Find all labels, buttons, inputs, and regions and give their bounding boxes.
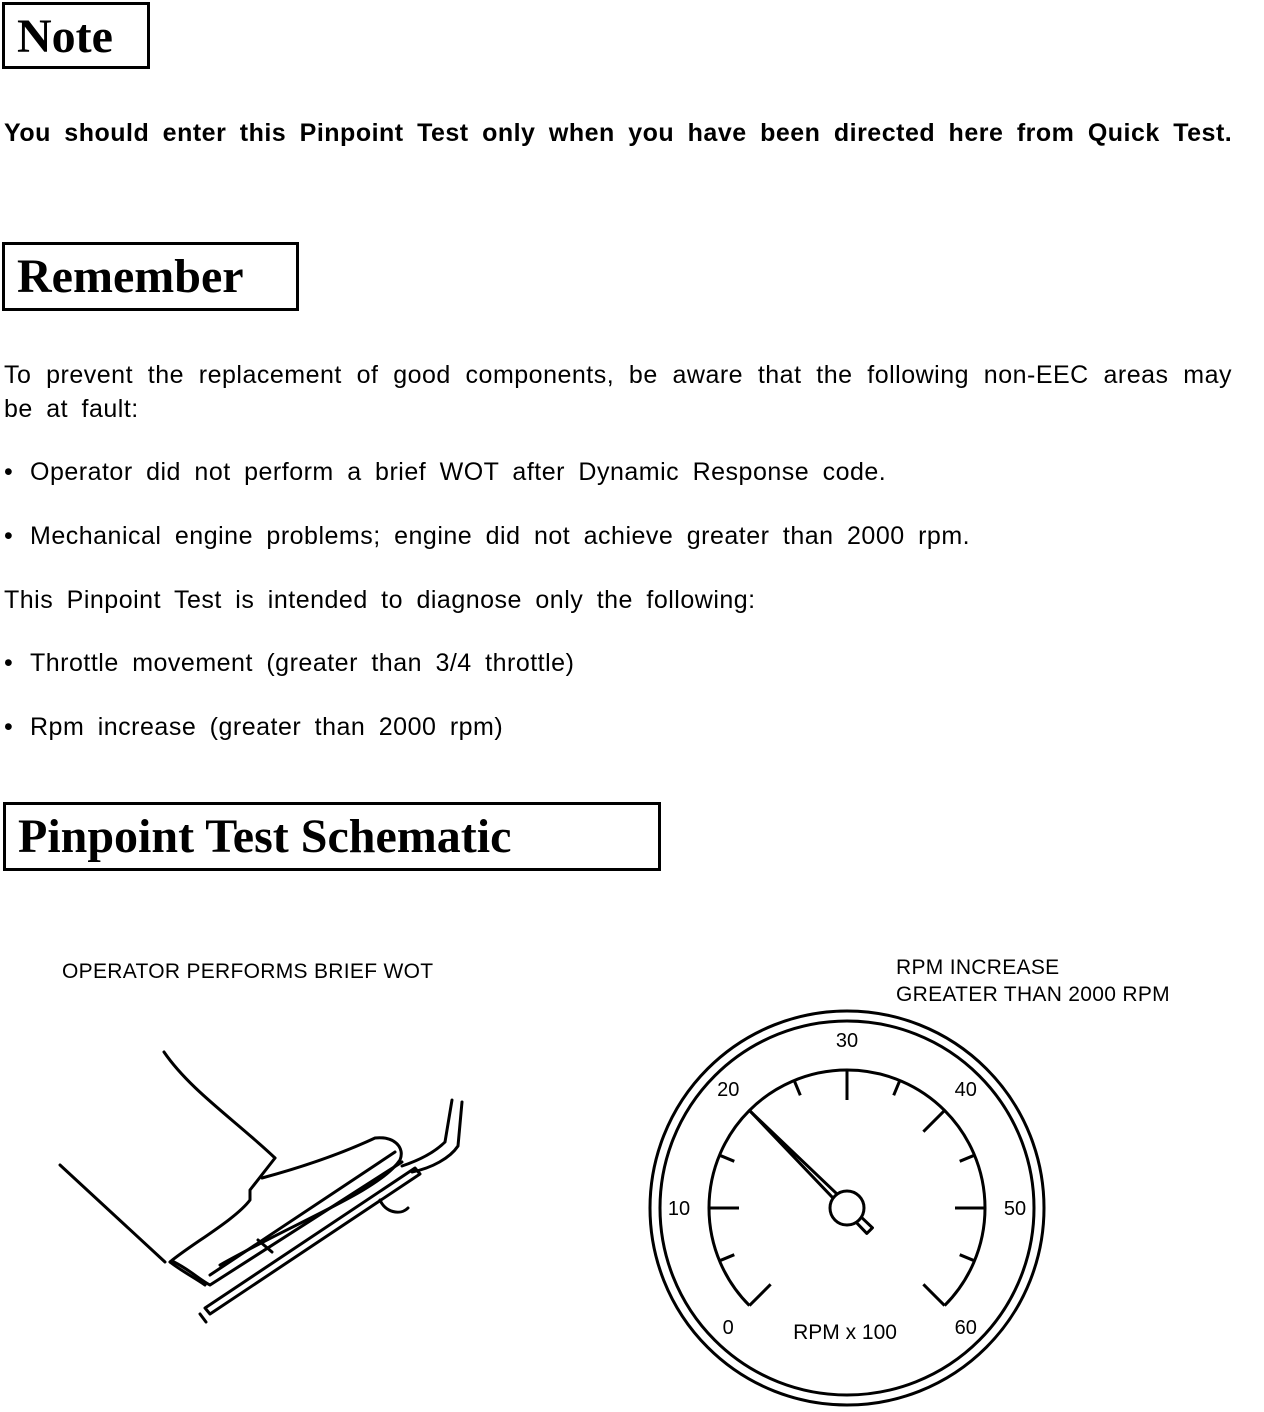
- rpm-caption-line1: RPM INCREASE: [896, 956, 1060, 979]
- bullet-icon: •: [4, 522, 14, 550]
- pedal-top: [205, 1168, 420, 1314]
- diagnose-item: [4, 646, 574, 680]
- gauge-unit-label: RPM x 100: [793, 1321, 897, 1344]
- trouser-front-line: [60, 1165, 165, 1262]
- diagnose-intro: This Pinpoint Test is intended to diagnose only the following:: [4, 586, 756, 614]
- remember-intro: To prevent the replacement of good components, be aware that the following non-EEC areas may be at fault:: [4, 361, 1232, 423]
- gauge-scale-label: 0: [722, 1316, 734, 1339]
- diagnose-item: [4, 710, 503, 744]
- shoe-heel: [170, 1262, 205, 1285]
- trouser-back-line: [164, 1052, 275, 1158]
- note-heading: Note: [2, 2, 150, 69]
- gauge-scale-label: 30: [835, 1030, 859, 1052]
- pedal-bracket: [380, 1200, 408, 1212]
- gauge-major-tick: [923, 1284, 944, 1305]
- gauge-minor-tick: [960, 1155, 975, 1161]
- gauge-scale-label: 60: [954, 1316, 977, 1339]
- diagnose-item-text: Throttle movement (greater than 3/4 throttle): [30, 649, 575, 677]
- gauge-minor-tick: [894, 1081, 900, 1096]
- operator-caption: OPERATOR PERFORMS BRIEF WOT: [62, 960, 434, 983]
- pedal-arm-1: [402, 1100, 452, 1166]
- gauge-major-tick: [923, 1110, 944, 1131]
- rpm-caption-line2: GREATER THAN 2000 RPM: [896, 983, 1170, 1006]
- schematic-heading: Pinpoint Test Schematic: [3, 802, 661, 871]
- bullet-icon: •: [4, 649, 14, 677]
- foot-on-pedal-illustration: [40, 1040, 480, 1340]
- note-text: You should enter this Pinpoint Test only when you have been directed here from Quick Test.: [4, 119, 1233, 147]
- fault-item: [4, 519, 970, 553]
- pedal-arm-2: [412, 1102, 462, 1172]
- bullet-icon: •: [4, 713, 14, 741]
- fault-item-text: Mechanical engine problems; engine did not achieve greater than 2000 rpm.: [30, 522, 971, 550]
- pedal-edge: [200, 1314, 206, 1322]
- remember-heading: Remember: [2, 242, 299, 311]
- gauge-scale-label: 10: [667, 1198, 691, 1220]
- bullet-icon: •: [4, 458, 14, 486]
- gauge-scale-label: 50: [1003, 1198, 1027, 1220]
- fault-item: [4, 455, 886, 489]
- gauge-major-tick: [749, 1284, 770, 1305]
- gauge-hub: [830, 1191, 864, 1225]
- gauge-scale-label: 20: [717, 1079, 740, 1102]
- gauge-minor-tick: [720, 1255, 735, 1261]
- tachometer-gauge: [640, 1005, 1060, 1412]
- gauge-scale-label: 40: [954, 1079, 977, 1102]
- fault-item-text: Operator did not perform a brief WOT after Dynamic Response code.: [30, 458, 887, 486]
- gauge-minor-tick: [960, 1255, 975, 1261]
- trouser-cuff: [170, 1158, 275, 1262]
- diagnose-item-text: Rpm increase (greater than 2000 rpm): [30, 713, 504, 741]
- gauge-scale-arc: [709, 1070, 985, 1306]
- gauge-minor-tick: [794, 1081, 800, 1096]
- gauge-minor-tick: [720, 1155, 735, 1161]
